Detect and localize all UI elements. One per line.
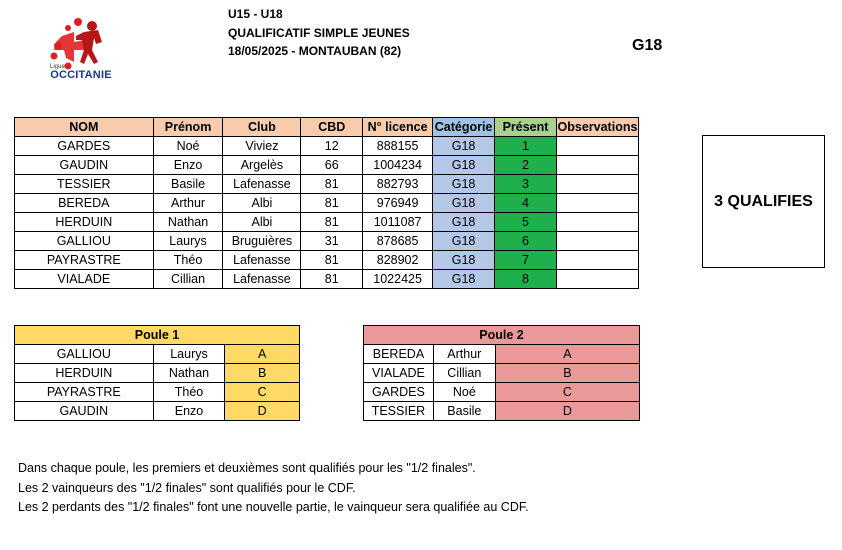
cell-prenom: Nathan <box>153 213 223 232</box>
cell-licence: 1022425 <box>363 270 433 289</box>
cell-categorie: G18 <box>433 213 495 232</box>
event-title: QUALIFICATIF SIMPLE JEUNES <box>228 26 410 40</box>
cell-cbd: 81 <box>301 213 363 232</box>
cell-nom: HERDUIN <box>15 213 154 232</box>
poule-2-table <box>363 325 640 421</box>
table-row <box>15 232 639 251</box>
poule-cell-letter: B <box>225 364 300 383</box>
poule-cell-letter: A <box>225 345 300 364</box>
cell-club: Albi <box>223 194 301 213</box>
cell-present: 5 <box>495 213 557 232</box>
table-row <box>15 213 639 232</box>
poule-cell-letter: A <box>495 345 639 364</box>
poule-cell-prenom: Laurys <box>153 345 225 364</box>
cell-present: 1 <box>495 137 557 156</box>
col-header-categorie: Catégorie <box>433 118 495 137</box>
poule-cell-prenom: Théo <box>153 383 225 402</box>
col-header-nom: NOM <box>15 118 154 137</box>
poule-cell-nom: GALLIOU <box>15 345 154 364</box>
cell-observations <box>556 137 638 156</box>
table-header-row <box>15 118 639 137</box>
cell-club: Bruguières <box>223 232 301 251</box>
cell-licence: 1004234 <box>363 156 433 175</box>
cell-licence: 976949 <box>363 194 433 213</box>
poule-1-row <box>15 345 300 364</box>
cell-club: Lafenasse <box>223 251 301 270</box>
poule-2-row <box>364 345 640 364</box>
cell-cbd: 66 <box>301 156 363 175</box>
logo-caption <box>46 64 116 81</box>
cell-club: Lafenasse <box>223 270 301 289</box>
table-row <box>15 175 639 194</box>
cell-nom: GALLIOU <box>15 232 154 251</box>
cell-nom: GARDES <box>15 137 154 156</box>
poule-1-row <box>15 383 300 402</box>
cell-categorie: G18 <box>433 232 495 251</box>
cell-present: 3 <box>495 175 557 194</box>
poule-1-title: Poule 1 <box>15 326 300 345</box>
col-header-cbd: CBD <box>301 118 363 137</box>
cell-categorie: G18 <box>433 156 495 175</box>
poule-cell-nom: VIALADE <box>364 364 434 383</box>
col-header-present: Présent <box>495 118 557 137</box>
col-header-club: Club <box>223 118 301 137</box>
cell-prenom: Noé <box>153 137 223 156</box>
cell-cbd: 81 <box>301 251 363 270</box>
cell-observations <box>556 194 638 213</box>
cell-categorie: G18 <box>433 175 495 194</box>
poule-cell-letter: D <box>225 402 300 421</box>
cell-observations <box>556 156 638 175</box>
col-header-licence: N° licence <box>363 118 433 137</box>
cell-observations <box>556 175 638 194</box>
poule-cell-prenom: Nathan <box>153 364 225 383</box>
cell-nom: BEREDA <box>15 194 154 213</box>
cell-observations <box>556 251 638 270</box>
cell-nom: TESSIER <box>15 175 154 194</box>
rules-text <box>18 459 529 518</box>
qualifiers-box: 3 QUALIFIES <box>702 135 825 268</box>
cell-prenom: Basile <box>153 175 223 194</box>
cell-present: 4 <box>495 194 557 213</box>
cell-cbd: 81 <box>301 194 363 213</box>
col-header-prenom: Prénom <box>153 118 223 137</box>
poule-1-row <box>15 364 300 383</box>
poule-cell-nom: TESSIER <box>364 402 434 421</box>
cell-present: 7 <box>495 251 557 270</box>
cell-licence: 888155 <box>363 137 433 156</box>
cell-prenom: Arthur <box>153 194 223 213</box>
poule-cell-letter: B <box>495 364 639 383</box>
cell-present: 6 <box>495 232 557 251</box>
cell-club: Albi <box>223 213 301 232</box>
poule-cell-prenom: Basile <box>433 402 495 421</box>
cell-categorie: G18 <box>433 270 495 289</box>
rule-line: Dans chaque poule, les premiers et deuxièmes sont qualifiés pour les "1/2 finales". <box>18 461 476 475</box>
poule-cell-prenom: Arthur <box>433 345 495 364</box>
poule-cell-nom: GAUDIN <box>15 402 154 421</box>
poule-cell-nom: HERDUIN <box>15 364 154 383</box>
cell-nom: PAYRASTRE <box>15 251 154 270</box>
cell-categorie: G18 <box>433 251 495 270</box>
poule-cell-nom: BEREDA <box>364 345 434 364</box>
cell-prenom: Laurys <box>153 232 223 251</box>
cell-categorie: G18 <box>433 137 495 156</box>
poule-2-title: Poule 2 <box>364 326 640 345</box>
logo-big-text: OCCITANIE <box>50 69 112 81</box>
poule-cell-prenom: Cillian <box>433 364 495 383</box>
poule-cell-nom: PAYRASTRE <box>15 383 154 402</box>
rule-line: Les 2 vainqueurs des "1/2 finales" sont qualifiés pour le CDF. <box>18 480 356 495</box>
cell-prenom: Théo <box>153 251 223 270</box>
poule-cell-nom: GARDES <box>364 383 434 402</box>
table-row <box>15 270 639 289</box>
poule-2-row <box>364 383 640 402</box>
cell-licence: 878685 <box>363 232 433 251</box>
participants-table <box>14 117 639 289</box>
table-row <box>15 251 639 270</box>
poule-1-row <box>15 402 300 421</box>
col-header-observations: Observations <box>556 118 638 137</box>
cell-club: Argelès <box>223 156 301 175</box>
cell-present: 8 <box>495 270 557 289</box>
category-range: U15 - U18 <box>228 7 283 21</box>
cell-licence: 1011087 <box>363 213 433 232</box>
table-row <box>15 156 639 175</box>
logo-small-text: Ligue <box>50 64 65 70</box>
poule-cell-letter: D <box>495 402 639 421</box>
rule-line: Les 2 perdants des "1/2 finales" font une nouvelle partie, le vainqueur sera qualifiée au CDF. <box>18 500 529 514</box>
table-row <box>15 194 639 213</box>
group-code: G18 <box>632 37 663 54</box>
cell-prenom: Cillian <box>153 270 223 289</box>
cell-cbd: 81 <box>301 175 363 194</box>
cell-licence: 828902 <box>363 251 433 270</box>
table-row <box>15 137 639 156</box>
cell-observations <box>556 232 638 251</box>
poule-2-row <box>364 402 640 421</box>
date-location: 18/05/2025 - MONTAUBAN (82) <box>228 44 402 58</box>
cell-cbd: 81 <box>301 270 363 289</box>
poule-2-row <box>364 364 640 383</box>
cell-prenom: Enzo <box>153 156 223 175</box>
cell-categorie: G18 <box>433 194 495 213</box>
cell-observations <box>556 213 638 232</box>
poule-cell-letter: C <box>495 383 639 402</box>
cell-nom: GAUDIN <box>15 156 154 175</box>
cell-observations <box>556 270 638 289</box>
poule-cell-prenom: Noé <box>433 383 495 402</box>
cell-licence: 882793 <box>363 175 433 194</box>
cell-present: 2 <box>495 156 557 175</box>
cell-cbd: 12 <box>301 137 363 156</box>
poule-1-table <box>14 325 300 421</box>
cell-cbd: 31 <box>301 232 363 251</box>
poule-cell-prenom: Enzo <box>153 402 225 421</box>
cell-nom: VIALADE <box>15 270 154 289</box>
cell-club: Viviez <box>223 137 301 156</box>
poule-cell-letter: C <box>225 383 300 402</box>
cell-club: Lafenasse <box>223 175 301 194</box>
